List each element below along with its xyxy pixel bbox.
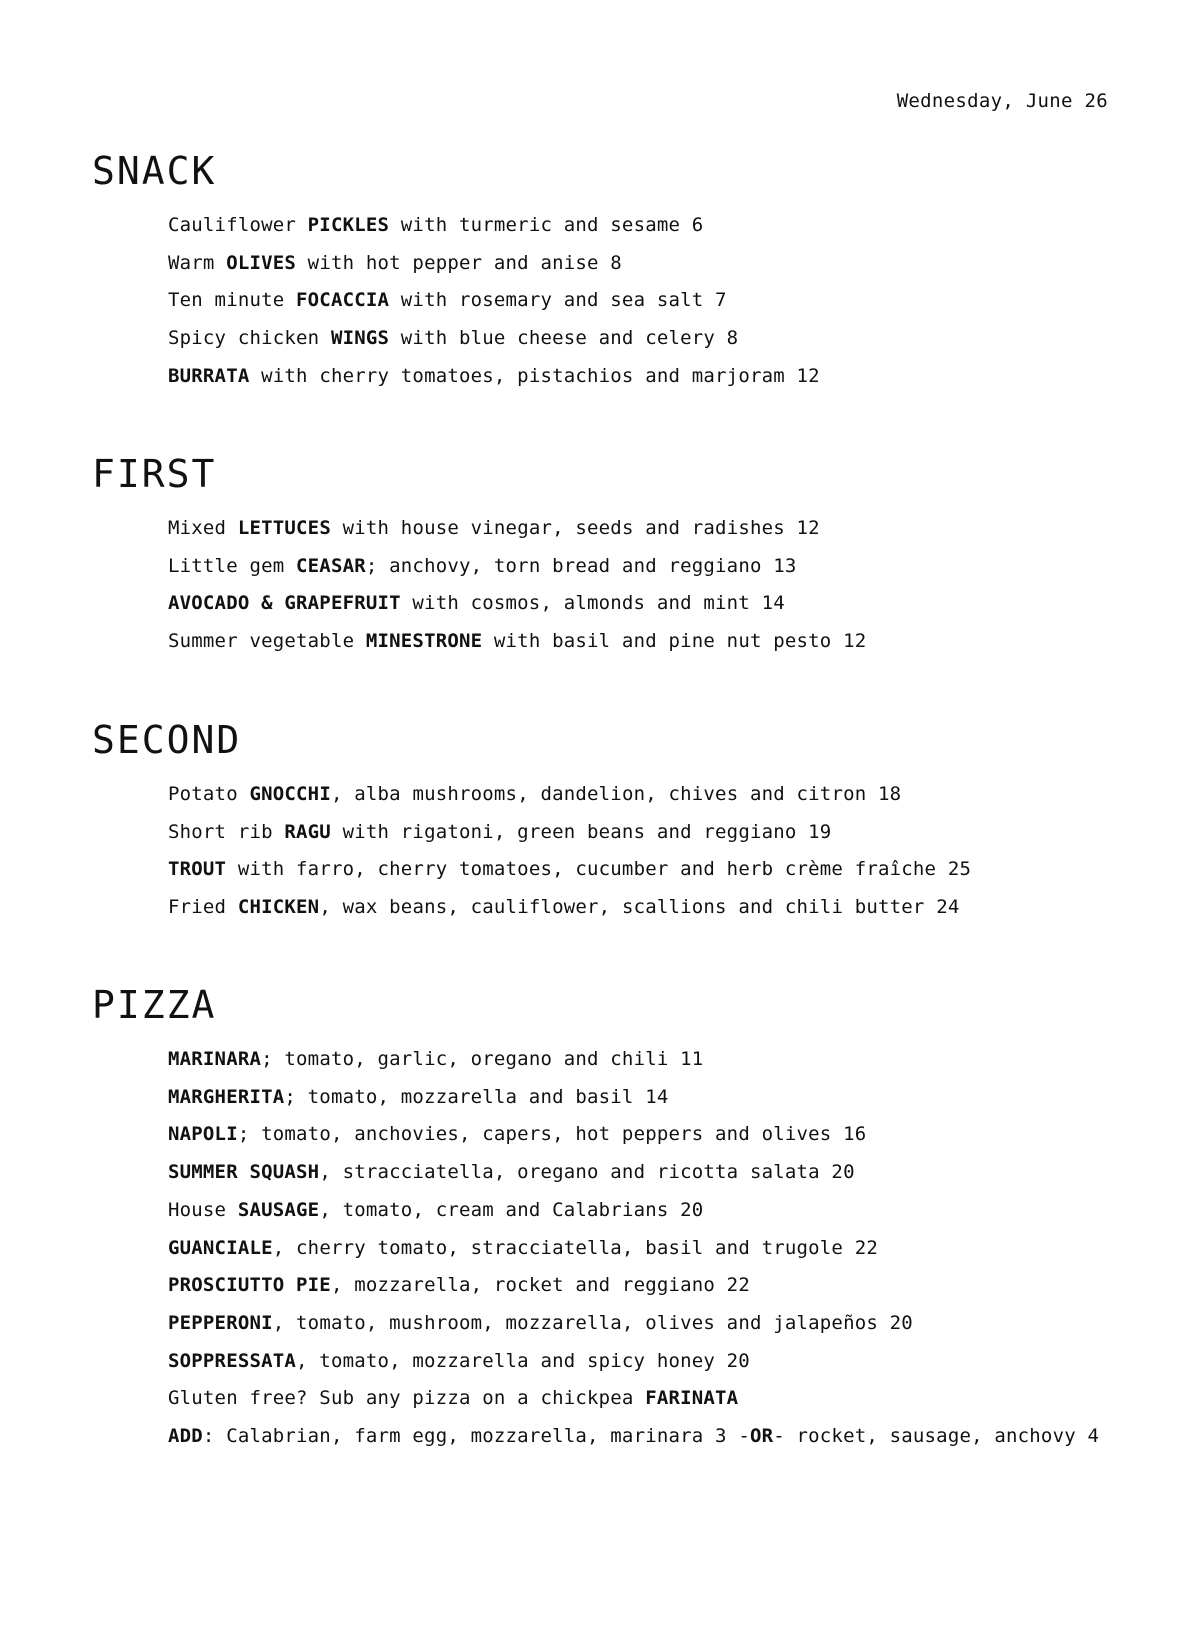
menu-item [168,1041,1099,1079]
menu-item-text: , stracciatella, oregano and ricotta salata 20 [319,1161,855,1184]
section-title: FIRST [92,452,217,496]
menu-item-text: with basil and pine nut pesto 12 [482,630,867,653]
menu-item-name: GNOCCHI [249,783,331,805]
menu-item-text: , wax beans, cauliflower, scallions and chili butter 24 [319,896,960,919]
menu-item-name: SOPPRESSATA [168,1349,297,1372]
menu-item-name: CHICKEN [237,896,320,919]
menu-item-text: , alba mushrooms, dandelion, chives and citron 18 [330,783,902,805]
menu-item-name: ADD [168,1425,203,1448]
menu-item-name: TROUT [168,858,227,881]
menu-item-name: PICKLES [307,214,390,236]
menu-item-name: SAUSAGE [237,1198,320,1221]
menu-item-text: with rigatoni, green beans and reggiano 19 [330,820,832,843]
menu-item-name: AVOCADO & GRAPEFRUIT [168,592,401,615]
menu-item [168,814,971,852]
menu-item-text: ; tomato, anchovies, capers, hot peppers and olives 16 [237,1123,867,1146]
menu-items [168,1041,1099,1456]
menu-item-name: MINESTRONE [365,630,483,653]
menu-item [168,851,971,889]
menu-item-text: Spicy chicken [168,327,331,350]
menu-item [168,776,971,814]
menu-item-name: GUANCIALE [168,1236,273,1259]
menu-item [168,1154,1099,1192]
menu-item [168,245,820,283]
menu-item-text: Mixed [168,517,238,539]
menu-item-text: with farro, cherry tomatoes, cucumber and herb crème fraîche 25 [226,858,972,881]
menu-item [168,889,971,927]
menu-item-name: FARINATA [645,1387,739,1410]
menu-item-text: with hot pepper and anise 8 [296,251,622,274]
menu-item [168,1343,1099,1381]
menu-item-text: with turmeric and sesame 6 [389,214,704,236]
menu-item [168,1116,1099,1154]
menu-item-name: MARINARA [168,1048,262,1070]
menu-item-name: SUMMER SQUASH [168,1161,320,1184]
menu-item-text: Cauliflower [168,214,308,236]
menu-item-name: OLIVES [226,251,297,274]
menu-item [168,1418,1099,1456]
menu-items [168,510,866,661]
section-title: SNACK [92,149,217,193]
menu-item [168,1079,1099,1117]
menu-item-text: Potato [168,783,250,805]
menu-item-text: with cosmos, almonds and mint 14 [400,592,785,615]
menu-item-text: Ten minute [168,289,297,312]
menu-item-name: LETTUCES [237,517,331,539]
menu-item-name: MARGHERITA [168,1085,285,1108]
menu-item [168,1305,1099,1343]
menu-item-name: NAPOLI [168,1123,238,1146]
menu-item [168,585,866,623]
menu-item-name: FOCACCIA [296,289,390,312]
menu-item-text: : Calabrian, farm egg, mozzarella, marinara 3 - [202,1425,750,1448]
menu-item [168,548,866,586]
menu-date: Wednesday, June 26 [896,90,1108,112]
menu-item-text: , tomato, mozzarella and spicy honey 20 [296,1349,750,1372]
menu-items [168,207,820,396]
menu-item-name: BURRATA [168,364,250,387]
section-title: SECOND [92,718,242,762]
section-second [92,718,971,927]
menu-item-text: Little gem [168,554,297,577]
menu-item [168,1380,1099,1418]
menu-item-text: Summer vegetable [168,630,366,653]
menu-item-text: Short rib [168,820,285,843]
menu-item-name: WINGS [330,327,390,350]
menu-item [168,510,866,548]
menu-item-text: Warm [168,251,227,274]
menu-item-name: PEPPERONI [168,1311,273,1334]
menu-item-text: , tomato, cream and Calabrians 20 [319,1198,704,1221]
menu-items [168,776,971,927]
menu-item-name: CEASAR [296,554,366,577]
menu-item-text: ; tomato, garlic, oregano and chili 11 [261,1048,704,1070]
menu-item-text: with cherry tomatoes, pistachios and marjoram 12 [249,364,820,387]
menu-item-text: ; tomato, mozzarella and basil 14 [284,1085,669,1108]
menu-item [168,1267,1099,1305]
menu-item-text: with rosemary and sea salt 7 [389,289,727,312]
menu-item [168,623,866,661]
menu-item [168,1192,1099,1230]
menu-item [168,358,820,396]
section-title: PIZZA [92,983,217,1027]
section-first [92,452,866,661]
menu-item [168,282,820,320]
section-pizza [92,983,1099,1456]
menu-item-text: ; anchovy, torn bread and reggiano 13 [365,554,797,577]
menu-item [168,207,820,245]
section-snack [92,149,820,396]
menu-item-name: OR [749,1425,774,1448]
menu-item [168,320,820,358]
menu-item-text: , tomato, mushroom, mozzarella, olives and jalapeños 20 [272,1311,913,1334]
menu-item-text: House [168,1198,238,1221]
menu-item [168,1230,1099,1268]
menu-item-text: with blue cheese and celery 8 [389,327,739,350]
menu-item-text: Gluten free? Sub any pizza on a chickpea [168,1387,646,1410]
menu-item-text: - rocket, sausage, anchovy 4 [773,1425,1100,1448]
menu-item-text: with house vinegar, seeds and radishes 12 [330,517,820,539]
menu-item-name: RAGU [284,820,331,843]
menu-item-text: , cherry tomato, stracciatella, basil and trugole 22 [272,1236,878,1259]
menu-item-name: PROSCIUTTO PIE [168,1274,331,1297]
menu-item-text: , mozzarella, rocket and reggiano 22 [330,1274,750,1297]
menu-item-text: Fried [168,896,238,919]
